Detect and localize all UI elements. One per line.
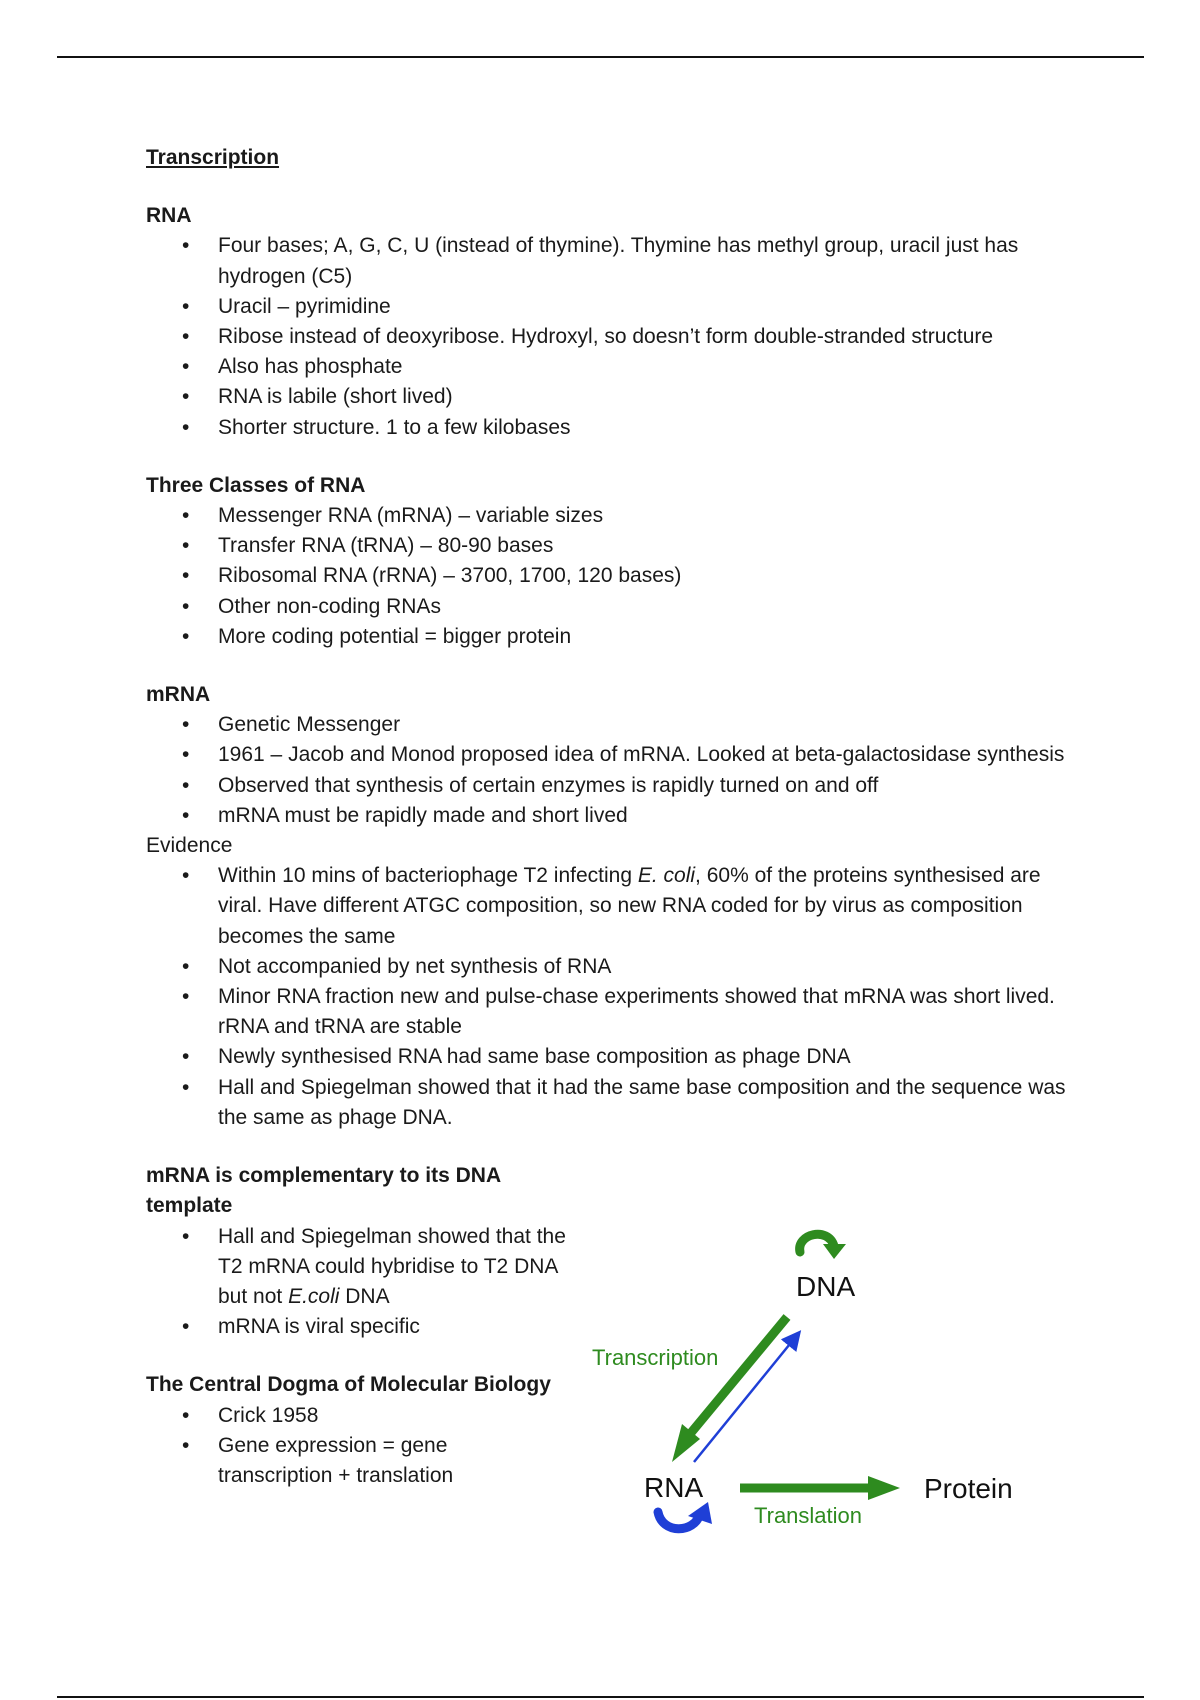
list-item: • mRNA must be rapidly made and short lived xyxy=(146,801,1066,831)
list-item: • Hall and Spiegelman showed that the T2 mRNA could hybridise to T2 DNA but not E.coli DNA xyxy=(146,1222,566,1313)
evidence-label: Evidence xyxy=(146,834,233,858)
list-item: • Four bases; A, G, C, U (instead of thymine). Thymine has methyl group, uracil just has hydrogen (C5) xyxy=(146,231,1066,291)
list-item: • Other non-coding RNAs xyxy=(146,592,1066,622)
list-item: • Hall and Spiegelman showed that it had the same base composition and the sequence was the same as phage DNA. xyxy=(146,1073,1066,1133)
dna-label: DNA xyxy=(796,1271,856,1302)
mrna-list xyxy=(146,710,1066,831)
dna-replication-arrowhead xyxy=(823,1244,846,1259)
list-item: • Genetic Messenger xyxy=(146,710,1066,740)
translation-arrowhead xyxy=(868,1476,900,1500)
central-dogma-diagram xyxy=(582,1212,1052,1557)
list-item: • Transfer RNA (tRNA) – 80-90 bases xyxy=(146,531,1066,561)
list-item: • Gene expression = gene transcription + translation xyxy=(146,1431,566,1491)
list-item: • Ribose instead of deoxyribose. Hydroxyl, so doesn’t form double-stranded structure xyxy=(146,322,1066,352)
list-item: • Within 10 mins of bacteriophage T2 infecting E. coli, 60% of the proteins synthesised are viral. Have different ATGC composition, so new RNA coded for by virus as composition becomes the same xyxy=(146,861,1066,952)
list-item: • Messenger RNA (mRNA) – variable sizes xyxy=(146,501,1066,531)
translation-label: Translation xyxy=(754,1503,863,1528)
section-heading-rna: RNA xyxy=(146,204,192,228)
transcription-label: Transcription xyxy=(592,1345,719,1370)
list-item: • mRNA is viral specific xyxy=(146,1312,566,1342)
section-heading-complementary: mRNA is complementary to its DNA template xyxy=(146,1164,501,1218)
list-item: • Crick 1958 xyxy=(146,1401,566,1431)
list-item: • Uracil – pyrimidine xyxy=(146,292,1066,322)
evidence-list xyxy=(146,861,1066,1133)
dogma-list xyxy=(146,1401,566,1492)
section-heading-mrna: mRNA xyxy=(146,683,211,707)
section-heading-classes: Three Classes of RNA xyxy=(146,473,366,497)
list-item: • Newly synthesised RNA had same base composition as phage DNA xyxy=(146,1042,1066,1072)
rna-label: RNA xyxy=(644,1472,704,1503)
list-item: • More coding potential = bigger protein xyxy=(146,622,1066,652)
section-heading-dogma: The Central Dogma of Molecular Biology xyxy=(146,1373,551,1397)
list-item: • Shorter structure. 1 to a few kilobases xyxy=(146,413,1066,443)
list-item: • Not accompanied by net synthesis of RNA xyxy=(146,952,1066,982)
footer-rule xyxy=(57,1696,1144,1698)
list-item: • Also has phosphate xyxy=(146,352,1066,382)
list-item: • Ribosomal RNA (rRNA) – 3700, 1700, 120 bases) xyxy=(146,561,1066,591)
protein-label: Protein xyxy=(924,1473,1013,1504)
list-item: • 1961 – Jacob and Monod proposed idea of mRNA. Looked at beta-galactosidase synthesis xyxy=(146,740,1066,770)
page-title: Transcription xyxy=(146,146,280,169)
list-item: • Observed that synthesis of certain enzymes is rapidly turned on and off xyxy=(146,771,1066,801)
complementary-list xyxy=(146,1222,566,1343)
transcription-arrow xyxy=(690,1317,787,1434)
list-item: • Minor RNA fraction new and pulse-chase experiments showed that mRNA was short lived. rRNA and tRNA are stable xyxy=(146,982,1066,1042)
list-item: • RNA is labile (short lived) xyxy=(146,382,1066,412)
classes-list xyxy=(146,501,1066,652)
rna-list xyxy=(146,231,1066,442)
header-rule xyxy=(57,56,1144,58)
